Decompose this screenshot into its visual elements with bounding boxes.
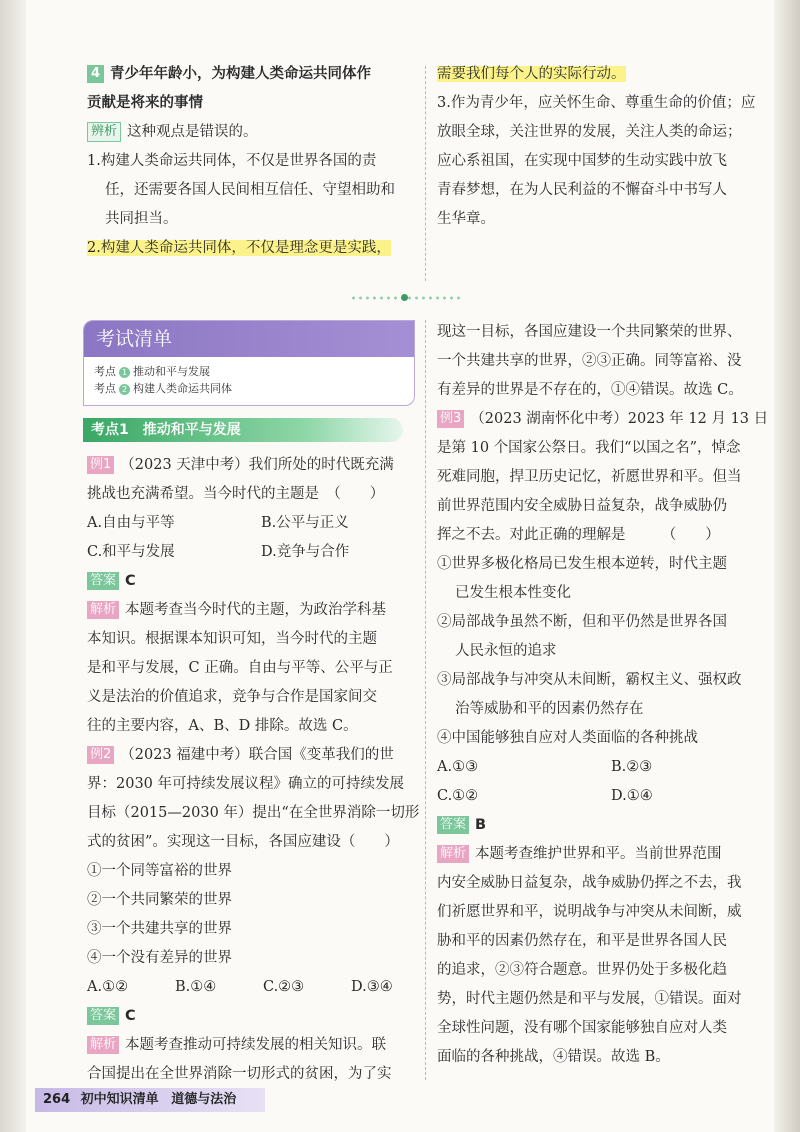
top-left-block [87,60,417,263]
column-divider-top [425,66,426,281]
exam-checklist-title: 考试清单 [84,321,414,357]
example-1-answer: 答案 C [87,567,422,596]
analysis-tag: 辨析 [87,122,121,142]
answer-tag: 答案 [87,572,119,590]
example-3-line-1: 例3 （2023 湖南怀化中考）2023 年 12 月 13 日 [437,405,777,434]
point-3-line-5: 生华章。 [437,211,495,227]
example-3-options-cd: C.①② D.①④ [437,788,653,804]
exam-checklist-box [83,320,415,406]
example-1-explanation-line-3: 是和平与发展，C 正确。自由与平等、公平与正 [87,660,393,676]
example-3-statement-1a: ①世界多极化格局已发生根本逆转，时代主题 [437,556,727,572]
separator-center-dot [401,294,408,301]
example-3-statement-2b: 人民永恒的追求 [455,643,557,659]
example-2-explanation-line-2: 合国提出在全世界消除一切形式的贫困，为了实 [87,1066,392,1082]
example-3-answer: 答案 B [437,811,777,840]
example-3-tag: 例3 [437,410,464,428]
example-3-statement-3a: ③局部战争与冲突从未间断，霸权主义、强权政 [437,672,742,688]
answer-tag: 答案 [87,1007,119,1025]
example-3-statement-1b: 已发生根本性变化 [455,585,571,601]
column-divider-bottom [425,320,426,1080]
exam-point-2: 考点 2 构建人类命运共同体 [94,382,232,395]
example-2-line-2: 界：2030 年可持续发展议程》确立的可持续发展 [87,776,405,792]
example-3-explanation-line-8: 面临的各种挑战，④错误。故选 B。 [437,1049,670,1065]
point-3-line-2: 放眼全球，关注世界的发展，关注人类的命运； [437,124,742,140]
point-3-line-4: 青春梦想，在为人民利益的不懈奋斗中书写人 [437,182,727,198]
example-3-statement-2a: ②局部战争虽然不断，但和平仍然是世界各国 [437,614,727,630]
explanation-tag: 解析 [437,845,469,863]
example-1-line-2: 挑战也充满希望。当今时代的主题是 （ ） [87,486,385,502]
example-1-explanation-line-4: 义是法治的价值追求，竞争与合作是国家间交 [87,689,377,705]
point-1-line-1: 1.构建人类命运共同体，不仅是世界各国的责 [87,153,377,169]
example-2-tag: 例2 [87,746,114,764]
point-2-line-2: 需要我们每个人的实际行动。 [437,66,626,82]
footer-text [43,1088,236,1112]
example-1-explanation-line-1: 解析 本题考查当今时代的主题，为政治学科基 [87,596,422,625]
example-1-options-cd: C.和平与发展 D.竞争与合作 [87,544,350,560]
misconception-title-line-2: 贡献是将来的事情 [87,95,203,111]
section-header [83,416,413,444]
example-1-explanation-line-2: 本知识。根据课本知识可知，当今时代的主题 [87,631,377,647]
example-3-explanation-line-2: 内安全威胁日益复杂，战争威胁仍挥之不去，我 [437,875,742,891]
misconception-title-line-1: 4 青少年年龄小，为构建人类命运共同体作 [87,60,417,89]
answer-tag: 答案 [437,816,469,834]
exam-point-1: 考点 1 推动和平与发展 [94,365,210,378]
example-3-line-3: 死难同胞，捍卫历史记忆，祈愿世界和平。但当 [437,469,742,485]
example-2-explanation-line-4: 一个共建共享的世界，②③正确。同等富裕、没 [437,353,742,369]
explanation-tag: 解析 [87,601,119,619]
example-1-line-1: 例1 （2023 天津中考）我们所处的时代既充满 [87,451,422,480]
point-1-line-2: 任，还需要各国人民间相互信任、守望相助和 [105,182,395,198]
example-2-statement-1: ①一个同等富裕的世界 [87,863,232,879]
point-3-line-1: 3.作为青少年，应关怀生命、尊重生命的价值；应 [437,95,756,111]
example-2-answer: 答案 C [87,1002,422,1031]
example-2-explanation-line-5: 有差异的世界是不存在的，①④错误。故选 C。 [437,382,743,398]
example-3-statement-3b: 治等威胁和平的因素仍然存在 [455,701,644,717]
example-3-options-ab: A.①③ B.②③ [437,759,653,775]
example-2-statement-3: ③一个共建共享的世界 [87,921,232,937]
page-number: 264 [43,1092,71,1107]
example-3-explanation-line-1: 解析 本题考查维护世界和平。当前世界范围 [437,840,777,869]
example-3-line-4: 前世界范围内安全威胁日益复杂，战争威胁仍 [437,498,727,514]
example-2-options: A.①② B.①④ C.②③ D.③④ [87,979,393,995]
point-2-line-1: 2.构建人类命运共同体，不仅是理念更是实践， [87,240,391,256]
right-column-body [437,318,777,1072]
misconception-number-badge: 4 [87,65,104,83]
example-3-explanation-line-5: 的追求，②③符合题意。世界仍处于多极化趋 [437,962,727,978]
example-3-explanation-line-3: 们祈愿世界和平，说明战争与冲突从未间断，威 [437,904,742,920]
point-1-line-3: 共同担当。 [105,211,178,227]
example-1-explanation-line-5: 往的主要内容，A、B、D 排除。故选 C。 [87,718,358,734]
example-3-explanation-line-6: 势，时代主题仍然是和平与发展，①错误。面对 [437,991,742,1007]
example-3-line-2: 是第 10 个国家公祭日。我们“以国之名”，悼念 [437,440,741,456]
point-3-line-3: 应心系祖国，在实现中国梦的生动实践中放飞 [437,153,727,169]
example-1-tag: 例1 [87,456,114,474]
example-2-statement-4: ④一个没有差异的世界 [87,950,232,966]
example-2-explanation-line-3: 现这一目标，各国应建设一个共同繁荣的世界、 [437,324,742,340]
example-1-options-ab: A.自由与平等 B.公平与正义 [87,515,349,531]
example-2-statement-2: ②一个共同繁荣的世界 [87,892,232,908]
subject-title: 道德与法治 [171,1092,237,1107]
book-title: 初中知识清单 [80,1092,159,1107]
page-right-edge [774,0,800,1132]
example-2-explanation-line-1: 解析 本题考查推动可持续发展的相关知识。联 [87,1031,422,1060]
example-2-line-3: 目标（2015—2030 年）提出“在全世界消除一切形 [87,805,420,821]
page-left-edge [0,0,26,1132]
example-3-explanation-line-4: 胁和平的因素仍然存在，和平是世界各国人民 [437,933,727,949]
explanation-tag: 解析 [87,1036,119,1054]
top-right-block [437,60,777,234]
example-3-line-5: 挥之不去。对此正确的理解是 （ ） [437,527,720,543]
example-2-line-4: 式的贫困”。实现这一目标，各国应建设（ ） [87,834,399,850]
analysis-line: 辨析 这种观点是错误的。 [87,118,417,147]
example-3-explanation-line-7: 全球性问题，没有哪个国家能够独自应对人类 [437,1020,727,1036]
left-column-body [87,451,422,1089]
example-2-line-1: 例2 （2023 福建中考）联合国《变革我们的世 [87,741,422,770]
example-3-statement-4: ④中国能够独自应对人类面临的各种挑战 [437,730,698,746]
section-header-title: 考点1 推动和平与发展 [91,422,241,438]
